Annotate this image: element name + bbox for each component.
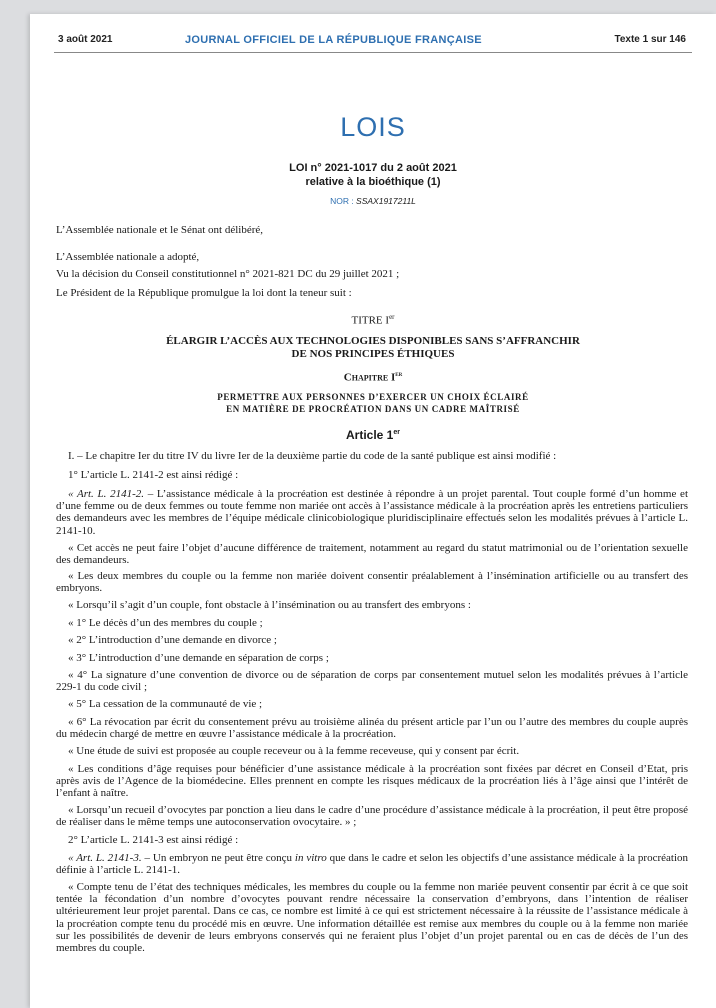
list-item: « 2° L’introduction d’une demande en divorce ; <box>68 634 277 646</box>
chapitre-heading: PERMETTRE AUX PERSONNES D’EXERCER UN CHOIX ÉCLAIRÉ <box>217 392 529 402</box>
paragraph: « Cet accès ne peut faire l’objet d’aucune différence de traitement, notamment au regard du statut matrimonial ou de l’orientation sexuelle des demandeurs. <box>56 542 688 567</box>
titre-heading: ÉLARGIR L’ACCÈS AUX TECHNOLOGIES DISPONIBLES SANS S’AFFRANCHIR <box>166 335 580 347</box>
chapitre-label: Chapitre Ier <box>343 370 403 384</box>
preamble-line: Le Président de la République promulgue la loi dont la teneur suit : <box>56 287 352 299</box>
paragraph: « Compte tenu de l’état des techniques médicales, les membres du couple ou la femme non mariée peuvent consentir par écrit à ce que soit tentée la fécondation d’un nombre d’ovocytes pouvant rendre nécessaire la conservation d’embryons, dans l’intention de réaliser ultérieurement leur projet parental. Dans ce cas, ce nombre est limité à ce qui est strictement nécessaire à la réussite de l’assistance médicale à la procréation compte tenu du procédé mis en œuvre. Une information détaillée est remise aux membres du couple ou à la femme non mariée sur les possibilités de devenir de leurs embryons conservés qui ne feraient plus l’objet d’un projet parental ou en cas de décès de l’un des membres du couple. <box>56 881 688 955</box>
chapitre-heading-cont: EN MATIÈRE DE PROCRÉATION DANS UN CADRE MAÎTRISÉ <box>226 404 520 414</box>
article-heading: Article 1er <box>346 428 400 442</box>
header-divider <box>54 52 692 53</box>
paragraph: 2° L’article L. 2141-3 est ainsi rédigé : <box>68 834 239 846</box>
paragraph: « Lorsqu’il s’agit d’un couple, font obstacle à l’insémination ou au transfert des embryons : <box>68 599 471 611</box>
law-subtitle: relative à la bioéthique (1) <box>305 176 441 188</box>
paragraph: « Lorsqu’un recueil d’ovocytes par ponction a lieu dans le cadre d’une procédure d’assistance médicale à la procréation, il peut être proposé de réaliser dans le même temps une autoconservation ovocytaire. » ; <box>56 804 688 829</box>
list-item: « 6° La révocation par écrit du consentement prévu au troisième alinéa du présent article par l’un ou l’autre des membres du couple auprès du médecin chargé de mettre en œuvre l’assistance médicale à la procréation. <box>56 716 688 741</box>
preamble-line: L’Assemblée nationale a adopté, <box>56 251 200 263</box>
nor-value: SSAX1917211L <box>356 196 416 206</box>
list-item: « 1° Le décès d’un des membres du couple ; <box>68 617 263 629</box>
paragraph: « Une étude de suivi est proposée au couple receveur ou à la femme receveuse, qui y consent par écrit. <box>68 745 520 757</box>
titre-heading-cont: DE NOS PRINCIPES ÉTHIQUES <box>291 348 455 360</box>
preamble-line: L’Assemblée nationale et le Sénat ont délibéré, <box>56 224 263 236</box>
paragraph: « Art. L. 2141-3. – Un embryon ne peut être conçu in vitro que dans le cadre et selon les objectifs d’une assistance médicale à la procréation définie à l’article L. 2141-1. <box>56 852 688 877</box>
preamble-line: Vu la décision du Conseil constitutionnel n° 2021-821 DC du 29 juillet 2021 ; <box>56 268 400 280</box>
paragraph: « Les conditions d’âge requises pour bénéficier d’une assistance médicale à la procréation sont fixées par décret en Conseil d’Etat, pris après avis de l’Agence de la biomédecine. Elles prennent en compte les risques médicaux de la procréation liés à l’âge ainsi que l’intérêt de l’enfant à naître. <box>56 763 688 800</box>
header-journal-title: JOURNAL OFFICIEL DE LA RÉPUBLIQUE FRANÇAISE <box>185 34 482 46</box>
nor-reference <box>30 196 716 206</box>
header-date: 3 août 2021 <box>58 34 113 45</box>
paragraph: 1° L’article L. 2141-2 est ainsi rédigé : <box>68 469 239 481</box>
paragraph: « Les deux membres du couple ou la femme non mariée doivent consentir préalablement à l’insémination artificielle ou au transfert des embryons. <box>56 570 688 595</box>
header-text-number: Texte 1 sur 146 <box>614 34 686 45</box>
section-title: LOIS <box>340 112 406 142</box>
list-item: « 4° La signature d’une convention de divorce ou de séparation de corps par consentement mutuel selon les modalités prévues à l’article 229-1 du code civil ; <box>56 669 688 694</box>
nor-label: NOR : <box>330 196 357 206</box>
paragraph: I. – Le chapitre Ier du titre IV du livre Ier de la deuxième partie du code de la santé publique est ainsi modifié : <box>68 450 557 462</box>
titre-label: TITRE Ier <box>351 313 395 327</box>
journal-page <box>30 14 716 1008</box>
list-item: « 5° La cessation de la communauté de vie ; <box>68 698 263 710</box>
list-item: « 3° L’introduction d’une demande en séparation de corps ; <box>68 652 329 664</box>
law-title: LOI n° 2021-1017 du 2 août 2021 <box>289 162 457 174</box>
paragraph: « Art. L. 2141-2. – L’assistance médicale à la procréation est destinée à répondre à un projet parental. Tout couple formé d’un homme et d’une femme ou de deux femmes ou toute femme non mariée ont accès à l’assistance médicale à la procréation après les entretiens particuliers des demandeurs avec les membres de l’équipe médicale clinicobiologique pluridisciplinaire effectués selon les modalités prévues à l’article L. 2141-10. <box>56 488 689 537</box>
